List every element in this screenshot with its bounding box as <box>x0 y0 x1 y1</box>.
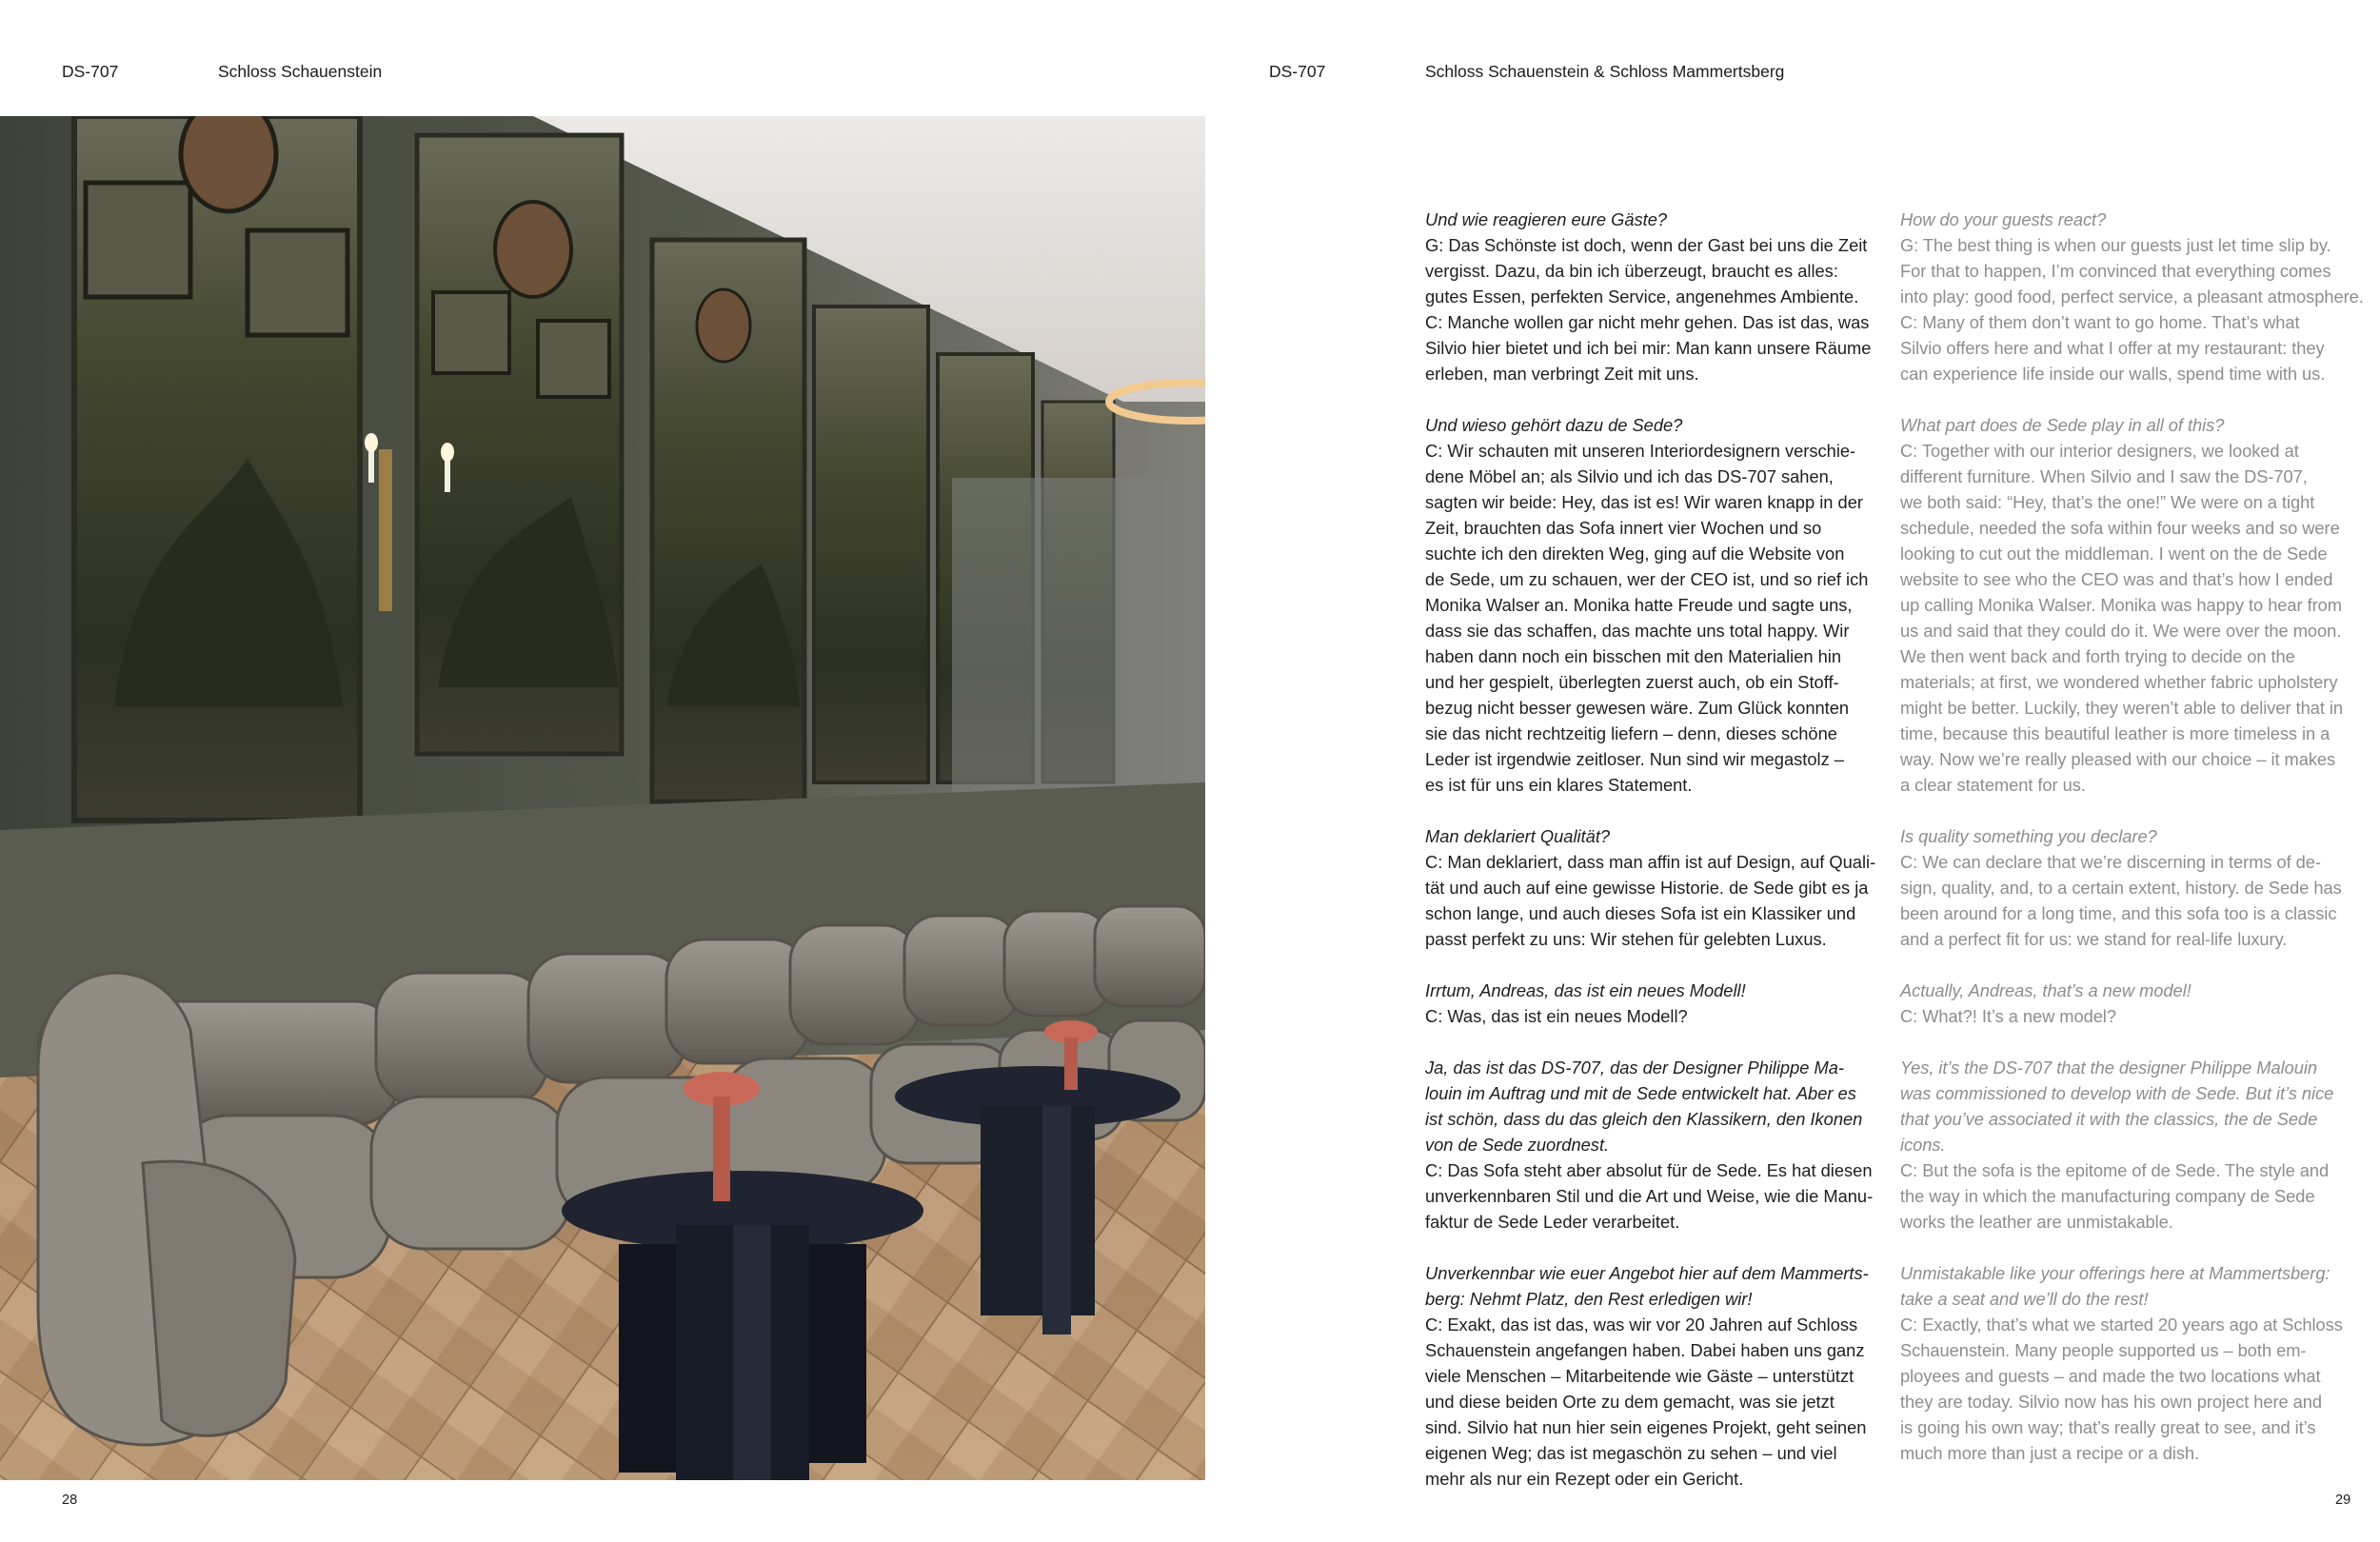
interview-block <box>1900 978 2367 1029</box>
interview-german-column <box>1425 207 1892 1517</box>
interview-question-line: take a seat and we’ll do the rest! <box>1900 1289 2149 1309</box>
interview-answer-line: might be better. Luckily, they weren’t able to deliver that in <box>1900 698 2344 718</box>
interview-question-line: was commissioned to develop with de Sede. But it’s nice <box>1900 1083 2334 1103</box>
interview-block <box>1900 1055 2367 1235</box>
interview-question-line: berg: Nehmt Platz, den Rest erledigen wir! <box>1425 1289 1753 1309</box>
interview-block <box>1425 823 1892 952</box>
sofa-lounge-photo <box>0 116 1205 1480</box>
interview-question-line: louin im Auftrag und mit de Sede entwickelt hat. Aber es <box>1425 1083 1856 1103</box>
interview-answer-line: way. Now we’re really pleased with our choice – it makes <box>1900 749 2336 769</box>
interview-answer-line: time, because this beautiful leather is more timeless in a <box>1900 723 2330 743</box>
interview-answer-line: we both said: “Hey, that’s the one!” We were on a tight <box>1900 492 2315 512</box>
interview-answer-line: G: Das Schönste ist doch, wenn der Gast bei uns die Zeit <box>1425 235 1868 255</box>
interview-answer-line: C: Together with our interior designers, we looked at <box>1900 441 2299 461</box>
interview-answer-line: eigenen Weg; das ist megaschön zu sehen – und viel <box>1425 1443 1837 1463</box>
interview-block <box>1900 1260 2367 1466</box>
interview-answer-line: ployees and guests – and made the two locations what <box>1900 1366 2321 1386</box>
interview-question-line: Und wieso gehört dazu de Sede? <box>1425 415 1683 435</box>
interview-answer-line: and a perfect fit for us: we stand for real-life luxury. <box>1900 929 2288 949</box>
interview-answer-line: faktur de Sede Leder verarbeitet. <box>1425 1212 1680 1232</box>
interview-question-line: Man deklariert Qualität? <box>1425 826 1611 846</box>
interview-answer-line: into play: good food, perfect service, a pleasant atmosphere. <box>1900 287 2364 306</box>
interview-block <box>1425 1260 1892 1492</box>
interview-answer-line: passt perfekt zu uns: Wir stehen für gelebten Luxus. <box>1425 929 1827 949</box>
interview-answer-line: vergisst. Dazu, da bin ich überzeugt, braucht es alles: <box>1425 261 1838 281</box>
interview-answer-line: much more than just a recipe or a dish. <box>1900 1443 2200 1463</box>
left-page-model: DS-707 <box>62 62 119 81</box>
interview-answer-line: es ist für uns ein klares Statement. <box>1425 775 1693 795</box>
interview-question-line: What part does de Sede play in all of this? <box>1900 415 2225 435</box>
interview-answer-line: sie das nicht rechtzeitig liefern – denn, dieses schöne <box>1425 723 1837 743</box>
interview-answer-line: a clear statement for us. <box>1900 775 2086 795</box>
right-page-location: Schloss Schauenstein & Schloss Mammertsberg <box>1425 62 1785 81</box>
interview-question-line: Actually, Andreas, that’s a new model! <box>1900 980 2192 1000</box>
interview-question-line: Is quality something you declare? <box>1900 826 2157 846</box>
interview-answer-line: Leder ist irgendwie zeitloser. Nun sind wir megastolz – <box>1425 749 1844 769</box>
interview-answer-line: de Sede, um zu schauen, wer der CEO ist, und so rief ich <box>1425 569 1869 589</box>
interview-answer-line: For that to happen, I’m convinced that everything comes <box>1900 261 2331 281</box>
left-page-number: 28 <box>62 1493 78 1508</box>
interview-question-line: How do your guests react? <box>1900 209 2107 229</box>
interview-answer-line: C: We can declare that we’re discerning in terms of de- <box>1900 852 2321 872</box>
interview-answer-line: gutes Essen, perfekten Service, angenehmes Ambiente. <box>1425 287 1859 306</box>
interview-answer-line: schedule, needed the sofa within four weeks and so were <box>1900 518 2340 538</box>
interview-answer-line: materials; at first, we wondered whether fabric upholstery <box>1900 672 2338 692</box>
interview-question-line: Irrtum, Andreas, das ist ein neues Modell! <box>1425 980 1746 1000</box>
interview-answer-line: C: But the sofa is the epitome of de Sede. The style and <box>1900 1160 2330 1180</box>
interview-answer-line: looking to cut out the middleman. I went on the de Sede <box>1900 544 2328 563</box>
interview-block <box>1900 207 2367 386</box>
interview-block <box>1900 412 2367 798</box>
interview-answer-line: C: Was, das ist ein neues Modell? <box>1425 1006 1688 1026</box>
photo-illustration <box>0 116 1205 1480</box>
interview-answer-line: is going his own way; that’s really great to see, and it’s <box>1900 1417 2316 1437</box>
interview-answer-line: Zeit, brauchten das Sofa innert vier Wochen und so <box>1425 518 1822 538</box>
interview-answer-line: Schauenstein angefangen haben. Dabei haben uns ganz <box>1425 1340 1865 1360</box>
left-page-location: Schloss Schauenstein <box>218 62 383 81</box>
interview-answer-line: dene Möbel an; als Silvio und ich das DS-707 sahen, <box>1425 466 1834 486</box>
interview-answer-line: the way in which the manufacturing company de Sede <box>1900 1186 2315 1206</box>
interview-english-column <box>1900 207 2367 1492</box>
interview-question-line: icons. <box>1900 1135 1946 1155</box>
interview-answer-line: suchte ich den direkten Weg, ging auf die Website von <box>1425 544 1845 563</box>
interview-answer-line: works the leather are unmistakable. <box>1900 1212 2173 1232</box>
interview-question-line: von de Sede zuordnest. <box>1425 1135 1610 1155</box>
interview-answer-line: C: Man deklariert, dass man affin ist auf Design, auf Quali- <box>1425 852 1876 872</box>
interview-question-line: Unmistakable like your offerings here at Mammertsberg: <box>1900 1263 2330 1283</box>
interview-answer-line: We then went back and forth trying to decide on the <box>1900 646 2295 666</box>
interview-block <box>1425 1055 1892 1235</box>
interview-answer-line: Silvio hier bietet und ich bei mir: Man kann unsere Räume <box>1425 338 1872 358</box>
interview-answer-line: different furniture. When Silvio and I saw the DS-707, <box>1900 466 2308 486</box>
interview-answer-line: und diese beiden Orte zu dem gemacht, was sie jetzt <box>1425 1392 1835 1412</box>
interview-answer-line: C: What?! It’s a new model? <box>1900 1006 2116 1026</box>
interview-answer-line: haben dann noch ein bisschen mit den Materialien hin <box>1425 646 1842 666</box>
interview-answer-line: mehr als nur ein Rezept oder ein Gericht. <box>1425 1469 1744 1489</box>
interview-answer-line: schon lange, und auch dieses Sofa ist ein Klassiker und <box>1425 903 1856 923</box>
interview-question-line: Unverkennbar wie euer Angebot hier auf dem Mammerts- <box>1425 1263 1869 1283</box>
interview-answer-line: erleben, man verbringt Zeit mit uns. <box>1425 364 1699 384</box>
interview-answer-line: C: Das Sofa steht aber absolut für de Sede. Es hat diesen <box>1425 1160 1873 1180</box>
interview-answer-line: C: Many of them don’t want to go home. That’s what <box>1900 312 2300 332</box>
interview-answer-line: sign, quality, and, to a certain extent, history. de Sede has <box>1900 878 2342 898</box>
interview-answer-line: sind. Silvio hat nun hier sein eigenes Projekt, geht seinen <box>1425 1417 1867 1437</box>
interview-answer-line: Silvio offers here and what I offer at my restaurant: they <box>1900 338 2325 358</box>
interview-answer-line: C: Exactly, that’s what we started 20 years ago at Schloss <box>1900 1315 2343 1334</box>
interview-question-line: ist schön, dass du das gleich den Klassikern, den Ikonen <box>1425 1109 1863 1129</box>
interview-block <box>1900 823 2367 952</box>
interview-question-line: Und wie reagieren eure Gäste? <box>1425 209 1668 229</box>
interview-answer-line: C: Wir schauten mit unseren Interiordesignern verschie- <box>1425 441 1856 461</box>
right-page-model: DS-707 <box>1269 62 1326 81</box>
interview-question-line: Yes, it’s the DS-707 that the designer Philippe Malouin <box>1900 1058 2317 1077</box>
interview-answer-line: sagten wir beide: Hey, das ist es! Wir waren knapp in der <box>1425 492 1863 512</box>
interview-answer-line: been around for a long time, and this sofa too is a classic <box>1900 903 2337 923</box>
interview-answer-line: viele Menschen – Mitarbeitende wie Gäste – unterstützt <box>1425 1366 1854 1386</box>
interview-answer-line: Monika Walser an. Monika hatte Freude und sagte uns, <box>1425 595 1853 615</box>
interview-block <box>1425 412 1892 798</box>
interview-answer-line: bezug nicht besser gewesen wäre. Zum Glück konnten <box>1425 698 1850 718</box>
interview-answer-line: tät und auch auf eine gewisse Historie. de Sede gibt es ja <box>1425 878 1869 898</box>
interview-block <box>1425 207 1892 386</box>
interview-answer-line: C: Manche wollen gar nicht mehr gehen. Das ist das, was <box>1425 312 1870 332</box>
interview-answer-line: us and said that they could do it. We were over the moon. <box>1900 621 2342 641</box>
interview-block <box>1425 978 1892 1029</box>
right-page-number: 29 <box>2335 1493 2351 1508</box>
interview-answer-line: G: The best thing is when our guests just let time slip by. <box>1900 235 2331 255</box>
interview-answer-line: website to see who the CEO was and that’s how I ended <box>1900 569 2333 589</box>
interview-answer-line: unverkennbaren Stil und die Art und Weise, wie die Manu- <box>1425 1186 1874 1206</box>
interview-answer-line: they are today. Silvio now has his own project here and <box>1900 1392 2323 1412</box>
interview-answer-line: can experience life inside our walls, spend time with us. <box>1900 364 2326 384</box>
interview-question-line: Ja, das ist das DS-707, das der Designer Philippe Ma- <box>1425 1058 1844 1077</box>
interview-answer-line: und her gespielt, überlegten zuerst auch, ob ein Stoff- <box>1425 672 1839 692</box>
interview-answer-line: Schauenstein. Many people supported us – both em- <box>1900 1340 2307 1360</box>
interview-question-line: that you’ve associated it with the classics, the de Sede <box>1900 1109 2318 1129</box>
interview-answer-line: up calling Monika Walser. Monika was happy to hear from <box>1900 595 2342 615</box>
interview-answer-line: dass sie das schaffen, das machte uns total happy. Wir <box>1425 621 1850 641</box>
interview-answer-line: C: Exakt, das ist das, was wir vor 20 Jahren auf Schloss <box>1425 1315 1858 1334</box>
